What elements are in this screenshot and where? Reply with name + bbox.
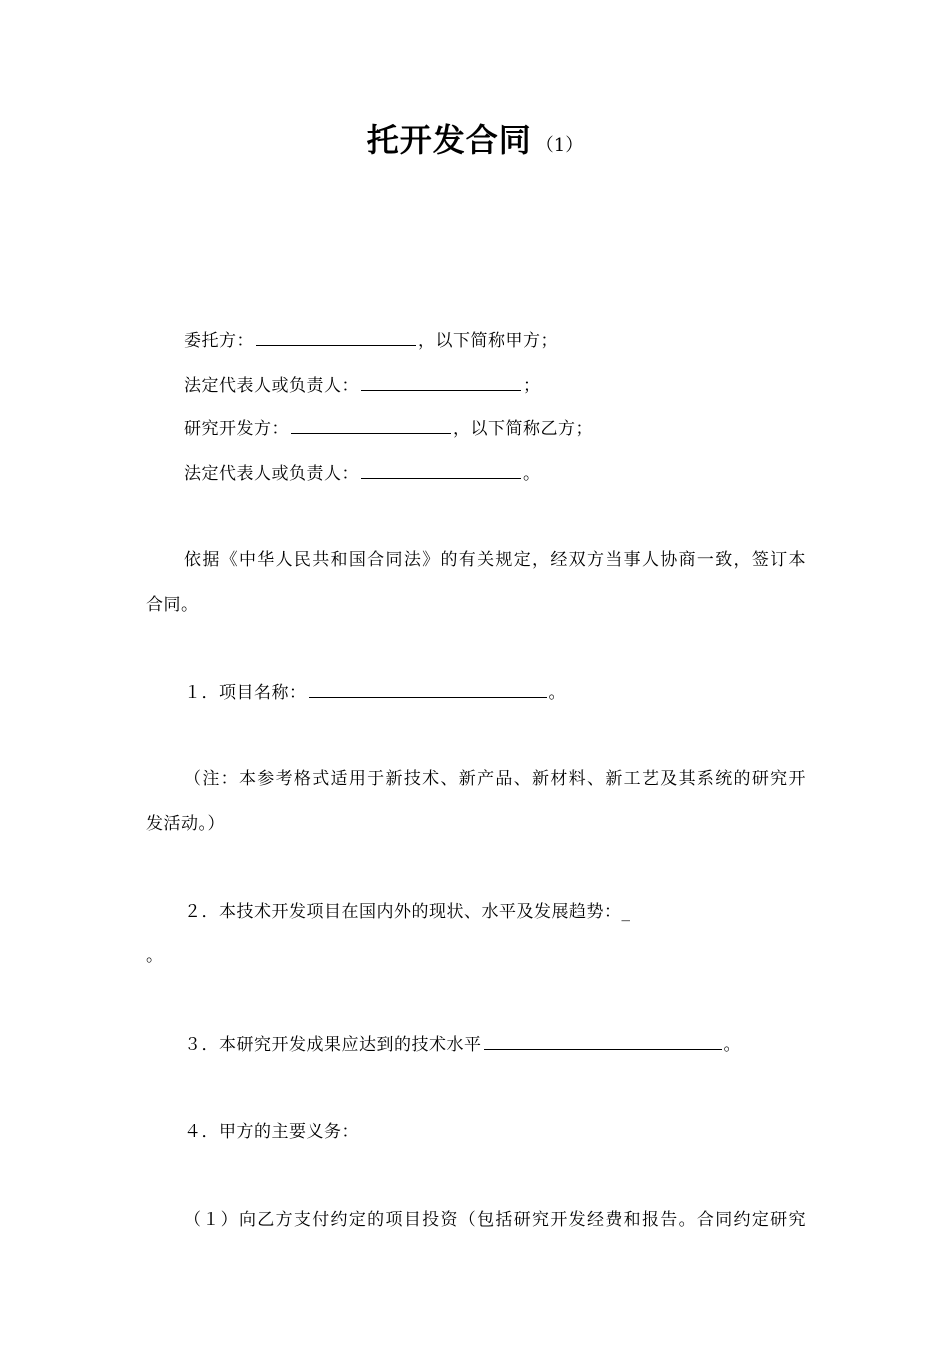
item1-label: １．项目名称： bbox=[184, 683, 307, 703]
developer-rep-label: 法定代表人或负责人： bbox=[184, 464, 359, 484]
developer-blank bbox=[291, 416, 451, 434]
client-label: 委托方： bbox=[184, 331, 254, 351]
client-suffix: ，以下简称甲方； bbox=[418, 331, 558, 351]
developer-suffix: ，以下简称乙方； bbox=[453, 419, 593, 439]
item4-sub1-line: （１）向乙方支付约定的项目投资（包括研究开发经费和报告。合同约定研究 bbox=[184, 1210, 806, 1230]
document-title bbox=[0, 118, 950, 168]
preamble-line-2: 合同。 bbox=[146, 595, 199, 615]
note-line-1: （注：本参考格式适用于新技术、新产品、新材料、新工艺及其系统的研究开 bbox=[184, 769, 806, 789]
note-line-2: 发活动。） bbox=[146, 814, 225, 834]
item1-blank bbox=[309, 680, 547, 698]
item1-line bbox=[184, 680, 566, 705]
item3-label: ３．本研究开发成果应达到的技术水平 bbox=[184, 1035, 482, 1055]
client-blank bbox=[256, 328, 416, 346]
title-suffix: （1） bbox=[535, 135, 584, 156]
preamble-line-1: 依据《中华人民共和国合同法》的有关规定，经双方当事人协商一致，签订本 bbox=[184, 550, 806, 570]
developer-rep-line bbox=[184, 461, 541, 486]
client-rep-blank bbox=[361, 373, 521, 391]
client-rep-label: 法定代表人或负责人： bbox=[184, 376, 359, 396]
item2-line: ２．本技术开发项目在国内外的现状、水平及发展趋势：_ bbox=[184, 902, 631, 922]
item3-line bbox=[184, 1032, 741, 1057]
title-main: 托开发合同 bbox=[366, 121, 532, 159]
developer-rep-blank bbox=[361, 461, 521, 479]
item1-suffix: 。 bbox=[548, 683, 566, 703]
item2-line-2: 。 bbox=[146, 946, 164, 966]
item3-blank bbox=[484, 1032, 722, 1050]
item4-line: ４．甲方的主要义务： bbox=[184, 1122, 359, 1142]
client-rep-line bbox=[184, 373, 541, 398]
client-rep-suffix: ； bbox=[523, 376, 541, 396]
developer-rep-suffix: 。 bbox=[523, 464, 541, 484]
developer-label: 研究开发方： bbox=[184, 419, 289, 439]
client-line bbox=[184, 328, 558, 353]
developer-line bbox=[184, 416, 593, 441]
item3-suffix: 。 bbox=[723, 1035, 741, 1055]
